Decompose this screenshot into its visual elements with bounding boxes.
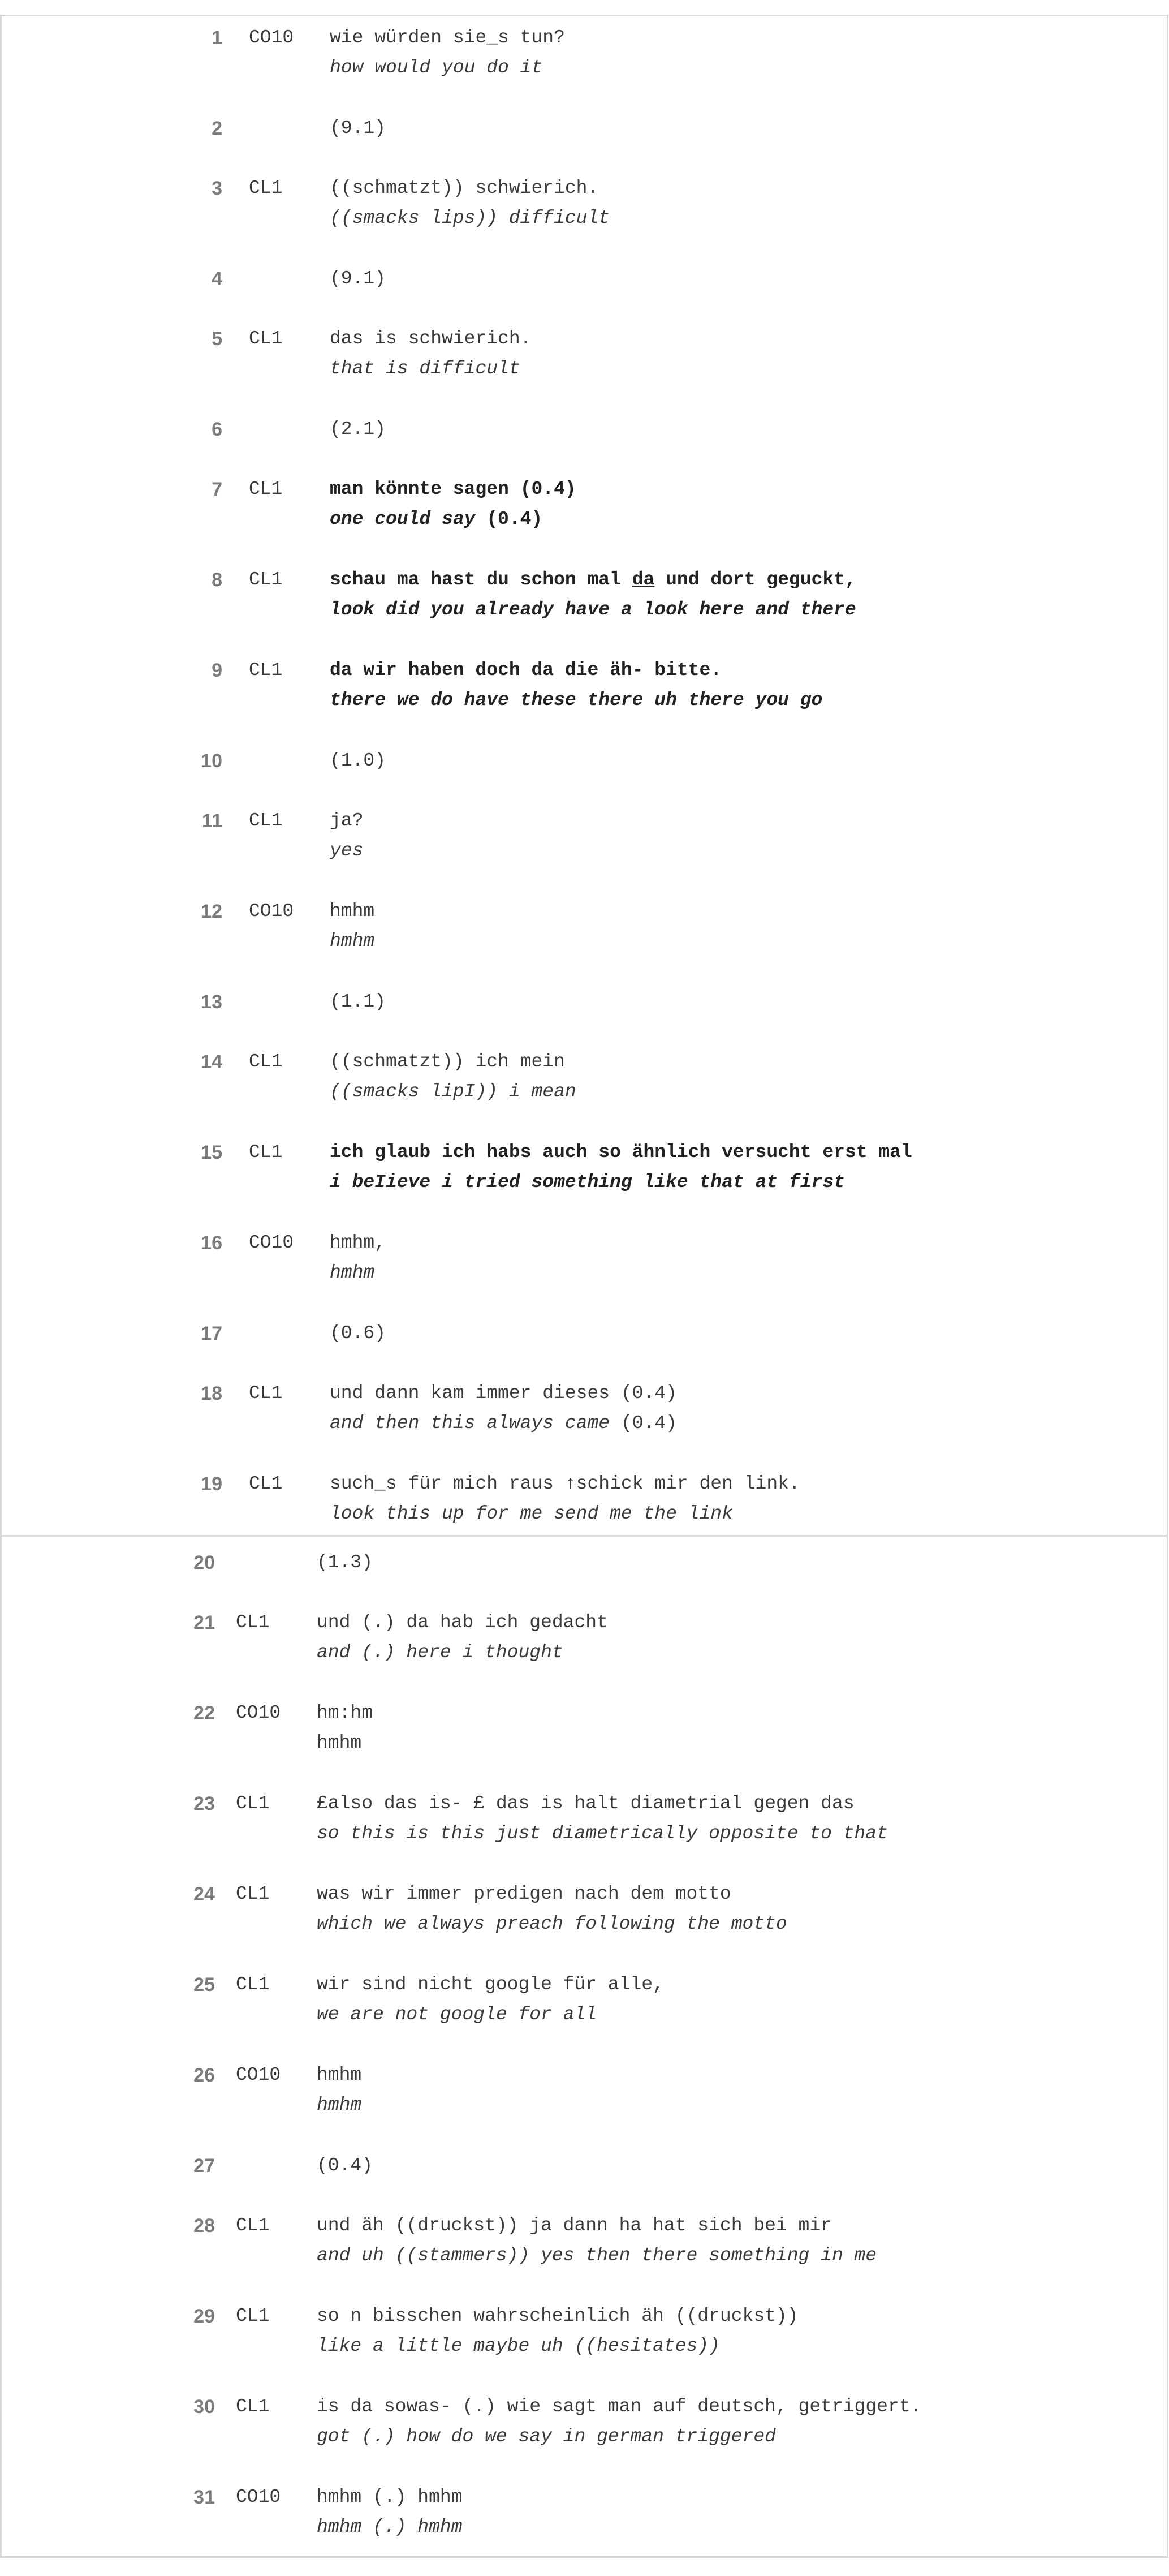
speaker-label: CL1 [249,328,283,349]
translation-text: hmhm (.) hmhm [317,2517,463,2538]
transcript-panel-1 [0,15,1168,1537]
pause-duration: (1.3) [317,1552,373,1573]
original-text: hmhm (.) hmhm [317,2487,463,2508]
translation-text: hmhm [317,1732,362,1753]
line-number: 30 [193,2396,215,2418]
translation-text: look did you already have a look here and there [330,599,856,620]
translation-text: yes [330,840,364,861]
speaker-label: CL1 [236,1883,270,1904]
speaker-label: CL1 [236,1793,270,1814]
line-number: 14 [201,1051,222,1073]
line-number: 22 [193,1702,215,1724]
translation-text: look this up for me send me the link [330,1503,733,1524]
translation-text: there we do have these there uh there you go [330,690,823,711]
translation-text: which we always preach following the motto [317,1913,787,1934]
speaker-label: CO10 [249,27,294,48]
original-text: ja? [330,810,364,831]
line-number: 27 [193,2155,215,2177]
original-text-part-2: und dort geguckt, [654,569,856,590]
line-number: 31 [193,2487,215,2508]
translation-text: and uh ((stammers)) yes then there something in me [317,2245,877,2266]
speaker-label: CL1 [236,2306,270,2326]
speaker-label: CL1 [249,660,283,681]
speaker-label: CO10 [249,901,294,922]
translation-text: hmhm [330,931,375,952]
original-text: so n bisschen wahrscheinlich äh ((druckst)) [317,2306,799,2326]
line-number: 6 [212,419,222,440]
speaker-label: CO10 [236,2487,281,2508]
line-number: 18 [201,1383,222,1404]
translation-text: ((smacks lips)) difficult [330,208,610,229]
original-text: hm:hm [317,1702,373,1723]
speaker-label: CL1 [249,1051,283,1072]
line-number: 13 [201,991,222,1013]
translation-text: and (.) here i thought [317,1642,563,1663]
line-number: 28 [193,2215,215,2237]
speaker-label: CL1 [236,2396,270,2417]
speaker-label: CL1 [249,1383,283,1404]
original-text: such_s für mich raus ↑schick mir den link. [330,1473,800,1494]
line-number: 20 [193,1552,215,1573]
original-text: ((schmatzt)) ich mein [330,1051,565,1072]
line-number: 3 [212,178,222,199]
speaker-label: CL1 [249,810,283,831]
original-text [330,565,856,595]
translation-text [330,504,542,535]
pause-duration: (0.4) [317,2155,373,2176]
original-text: hmhm, [330,1232,386,1253]
line-number: 16 [201,1232,222,1254]
line-number: 19 [201,1473,222,1495]
translation-text: how would you do it [330,57,543,78]
translation-text-italic: one could say [330,509,476,530]
line-number: 10 [201,750,222,772]
line-number: 23 [193,1793,215,1814]
original-text-part-1: schau ma hast du schon mal [330,569,632,590]
translation-text: i beIieve i tried something like that at first [330,1172,845,1193]
line-number: 8 [212,569,222,591]
speaker-label: CL1 [249,178,283,199]
translation-text: hmhm [330,1262,375,1283]
pause-duration: (0.6) [330,1323,386,1344]
speaker-label: CL1 [249,1142,283,1163]
translation-text: so this is this just diametrically opposite to that [317,1823,888,1844]
speaker-label: CL1 [249,1473,283,1494]
line-number: 25 [193,1974,215,1996]
translation-text-pause: (0.4) [475,509,543,530]
original-text: man könnte sagen (0.4) [330,479,576,500]
line-number: 2 [212,118,222,139]
pause-duration: (1.1) [330,991,386,1012]
line-number: 11 [202,810,222,832]
translation-text-pause: (0.4) [610,1413,677,1434]
original-text: ((schmatzt)) schwierich. [330,178,599,199]
line-number: 15 [201,1142,222,1163]
speaker-label: CO10 [236,1702,281,1723]
speaker-label: CL1 [236,2215,270,2236]
translation-text: like a little maybe uh ((hesitates)) [317,2336,720,2356]
line-number: 9 [212,660,222,681]
transcript-panel-2 [0,1535,1168,2558]
line-number: 21 [193,1612,215,1633]
underlined-word: da [632,569,655,590]
line-number: 4 [212,268,222,290]
speaker-label: CL1 [236,1612,270,1633]
original-text: und äh ((druckst)) ja dann ha hat sich bei mir [317,2215,832,2236]
original-text: wie würden sie_s tun? [330,27,565,48]
translation-text: that is difficult [330,358,520,379]
translation-text: ((smacks lipI)) i mean [330,1081,576,1102]
original-text: da wir haben doch da die äh- bitte. [330,660,722,681]
line-number: 5 [212,328,222,350]
original-text: und dann kam immer dieses (0.4) [330,1383,677,1404]
original-text: wir sind nicht google für alle, [317,1974,664,1995]
line-number: 24 [193,1883,215,1905]
translation-text: got (.) how do we say in german triggered [317,2426,776,2447]
translation-text [330,1408,677,1439]
translation-text: we are not google for all [317,2004,597,2025]
original-text: hmhm [330,901,375,922]
speaker-label: CL1 [236,1974,270,1995]
speaker-label: CL1 [249,479,283,500]
line-number: 12 [201,901,222,922]
line-number: 1 [212,27,222,49]
line-number: 26 [193,2065,215,2086]
speaker-label: CO10 [249,1232,294,1253]
original-text: £also das is- £ das is halt diametrial gegen das [317,1793,855,1814]
line-number: 29 [193,2306,215,2327]
translation-text-italic: and then this always came [330,1413,610,1434]
line-number: 7 [212,479,222,500]
original-text: was wir immer predigen nach dem motto [317,1883,731,1904]
pause-duration: (9.1) [330,268,386,289]
original-text: is da sowas- (.) wie sagt man auf deutsch, getriggert. [317,2396,922,2417]
original-text: ich glaub ich habs auch so ähnlich versucht erst mal [330,1142,912,1163]
speaker-label: CO10 [236,2065,281,2085]
original-text: und (.) da hab ich gedacht [317,1612,608,1633]
line-number: 17 [201,1323,222,1344]
translation-text: hmhm [317,2095,362,2115]
original-text: hmhm [317,2065,362,2085]
pause-duration: (2.1) [330,419,386,440]
pause-duration: (1.0) [330,750,386,771]
pause-duration: (9.1) [330,118,386,139]
speaker-label: CL1 [249,569,283,590]
original-text: das is schwierich. [330,328,532,349]
